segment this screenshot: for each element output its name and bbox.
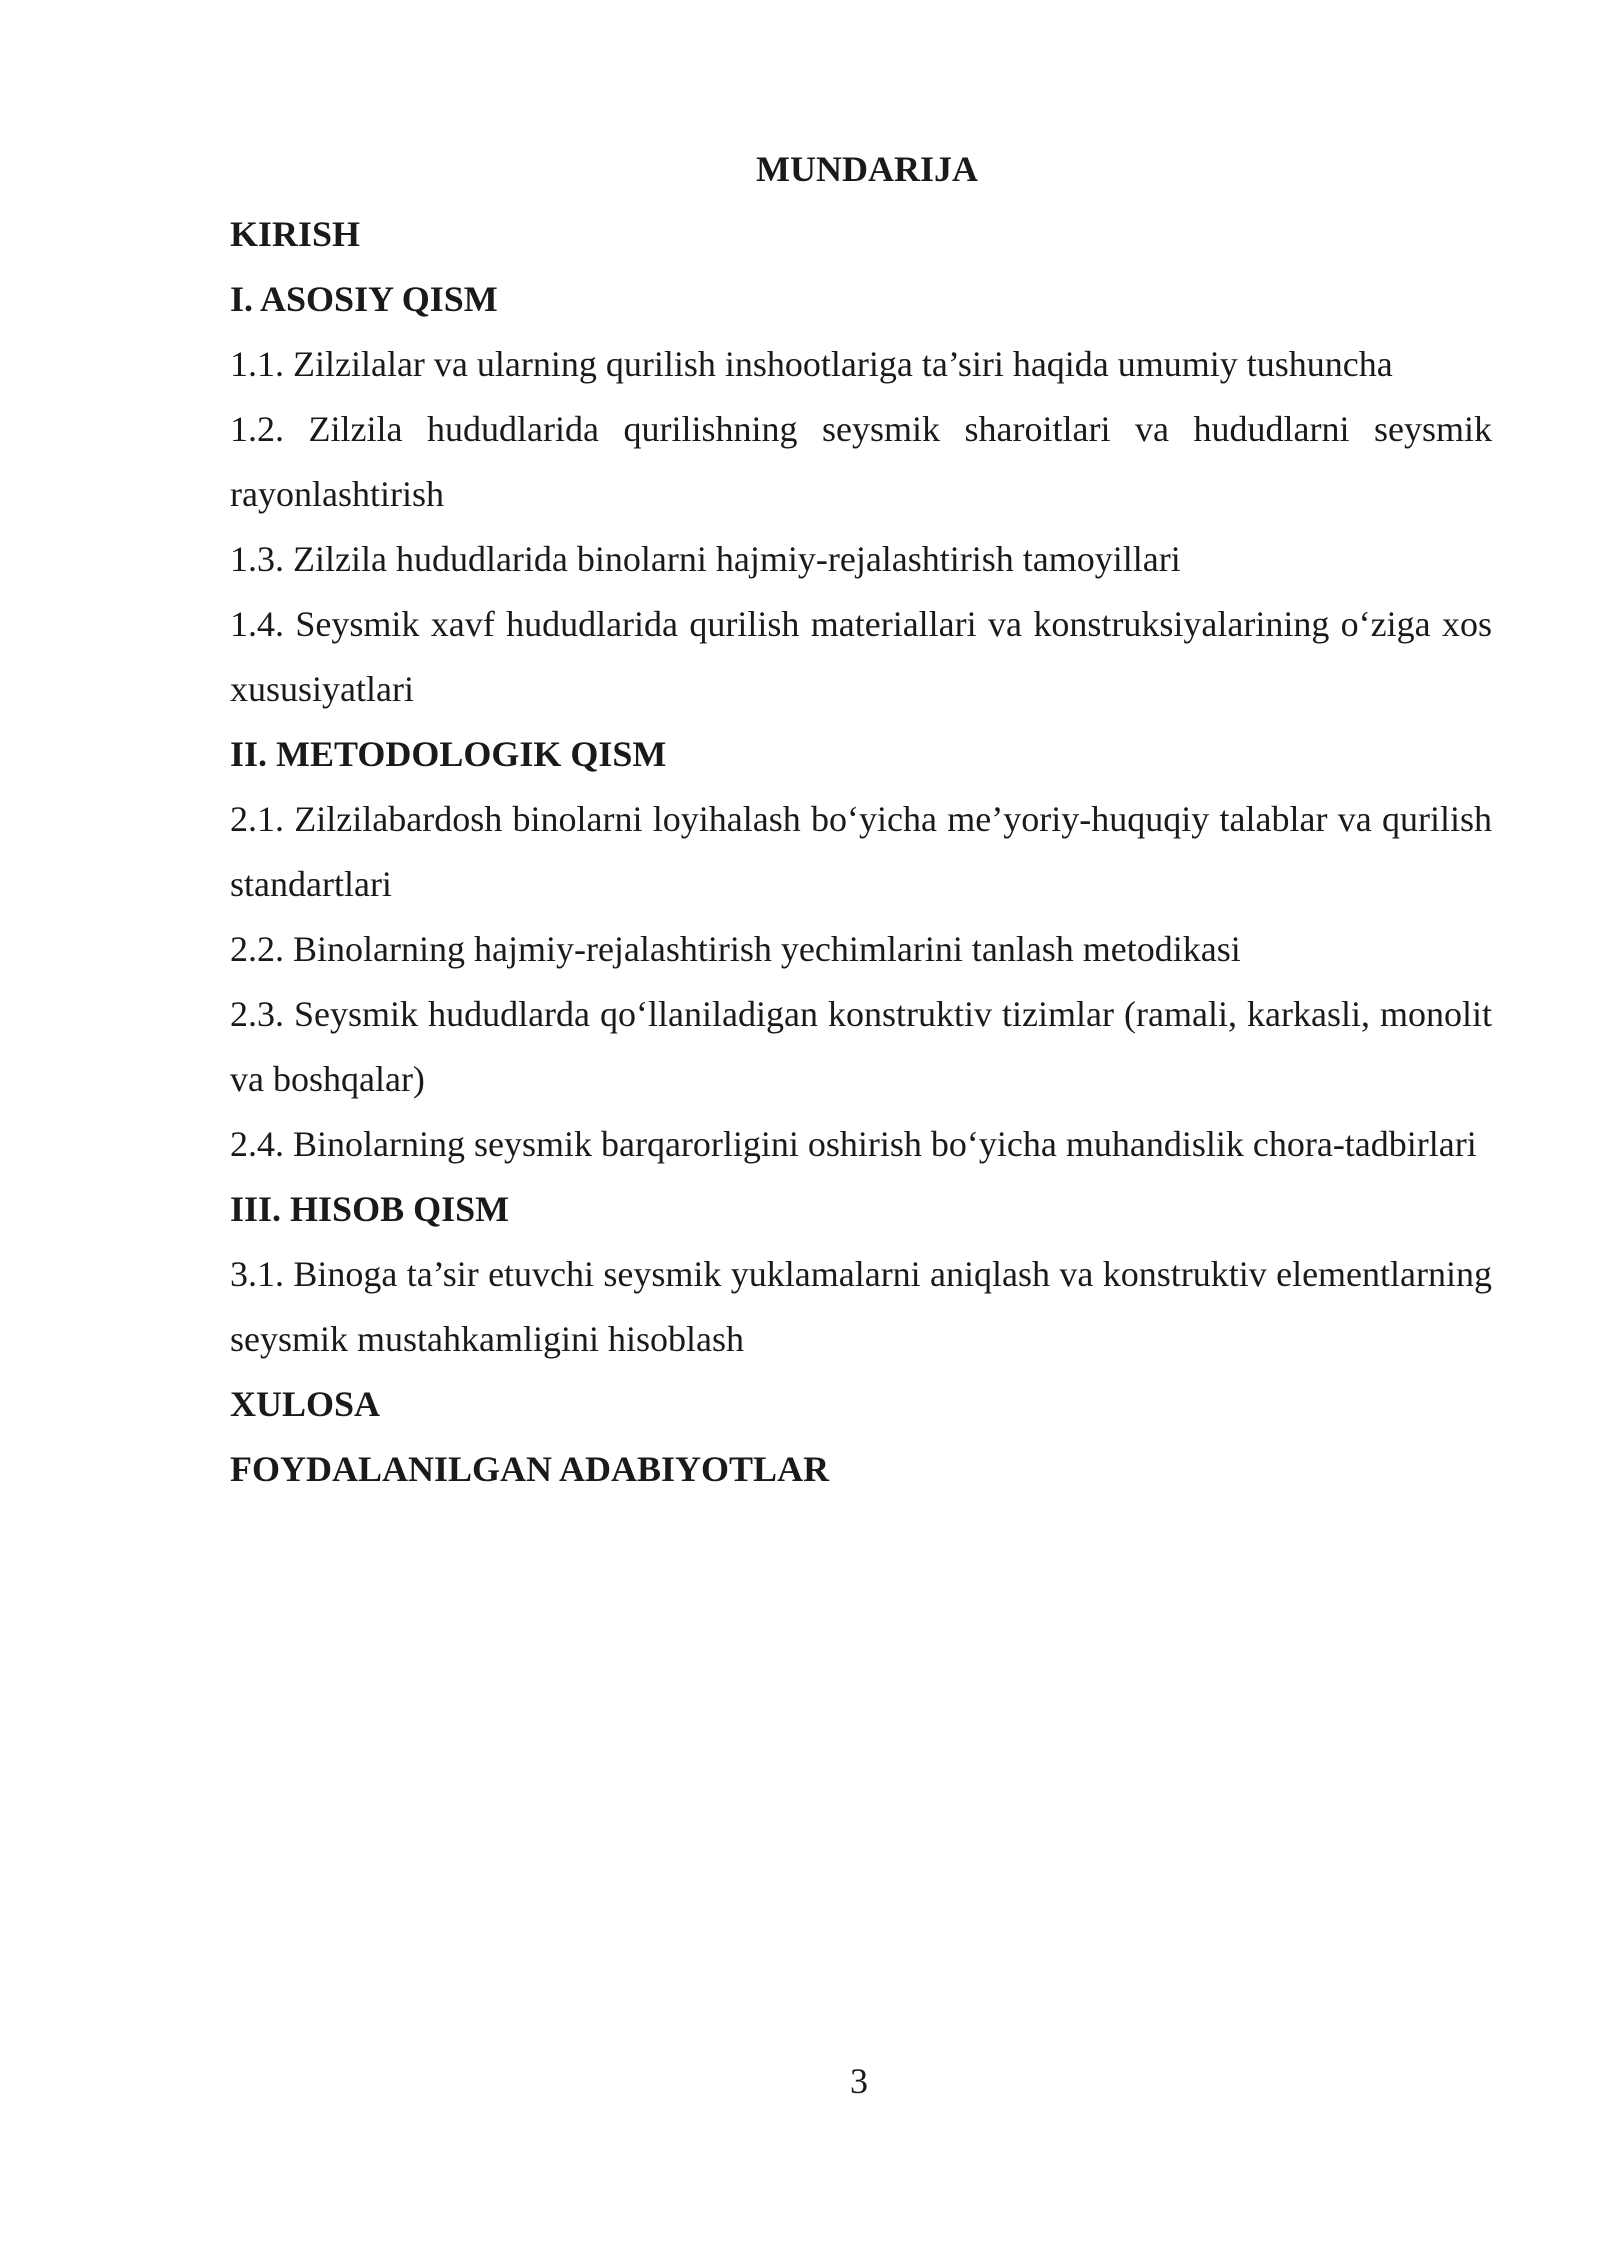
toc-entry-2-2: 2.2. Binolarning hajmiy-rejalashtirish yechimlarini tanlash metodikasi — [230, 929, 1241, 969]
page-number: 3 — [850, 2061, 868, 2101]
toc-entry-2-3: 2.3. Seysmik hududlarda qo‘llaniladigan konstruktiv tizimlar (ramali, karkasli, monolit va boshqalar) — [230, 994, 1492, 1099]
toc-section-calculation: III. HISOB QISM — [230, 1189, 510, 1229]
toc-entry-2-4: 2.4. Binolarning seysmik barqarorligini oshirish bo‘yicha muhandislik chora-tadbirlari — [230, 1124, 1477, 1164]
toc-section-main: I. ASOSIY QISM — [230, 279, 498, 319]
table-of-contents — [230, 137, 1492, 1502]
toc-entry-1-3: 1.3. Zilzila hududlarida binolarni hajmiy-rejalashtirish tamoyillari — [230, 539, 1181, 579]
toc-entry-2-1: 2.1. Zilzilabardosh binolarni loyihalash bo‘yicha me’yoriy-huquqiy talablar va qurilish standartlari — [230, 799, 1492, 904]
toc-entry-references: FOYDALANILGAN ADABIYOTLAR — [230, 1449, 830, 1489]
toc-section-methodology: II. METODOLOGIK QISM — [230, 734, 667, 774]
page-title: MUNDARIJA — [756, 149, 978, 189]
toc-entry-1-4: 1.4. Seysmik xavf hududlarida qurilish materiallari va konstruksiyalarining o‘ziga xos xususiyatlari — [230, 604, 1492, 709]
toc-entry-1-2: 1.2. Zilzila hududlarida qurilishning seysmik sharoitlari va hududlarni seysmik rayonlashtirish — [230, 409, 1492, 514]
toc-entry-3-1: 3.1. Binoga ta’sir etuvchi seysmik yuklamalarni aniqlash va konstruktiv elementlarning seysmik mustahkamligini hisoblash — [230, 1254, 1492, 1359]
toc-entry-1-1: 1.1. Zilzilalar va ularning qurilish inshootlariga ta’siri haqida umumiy tushuncha — [230, 344, 1393, 384]
toc-entry-intro: KIRISH — [230, 214, 361, 254]
toc-entry-conclusion: XULOSA — [230, 1384, 381, 1424]
